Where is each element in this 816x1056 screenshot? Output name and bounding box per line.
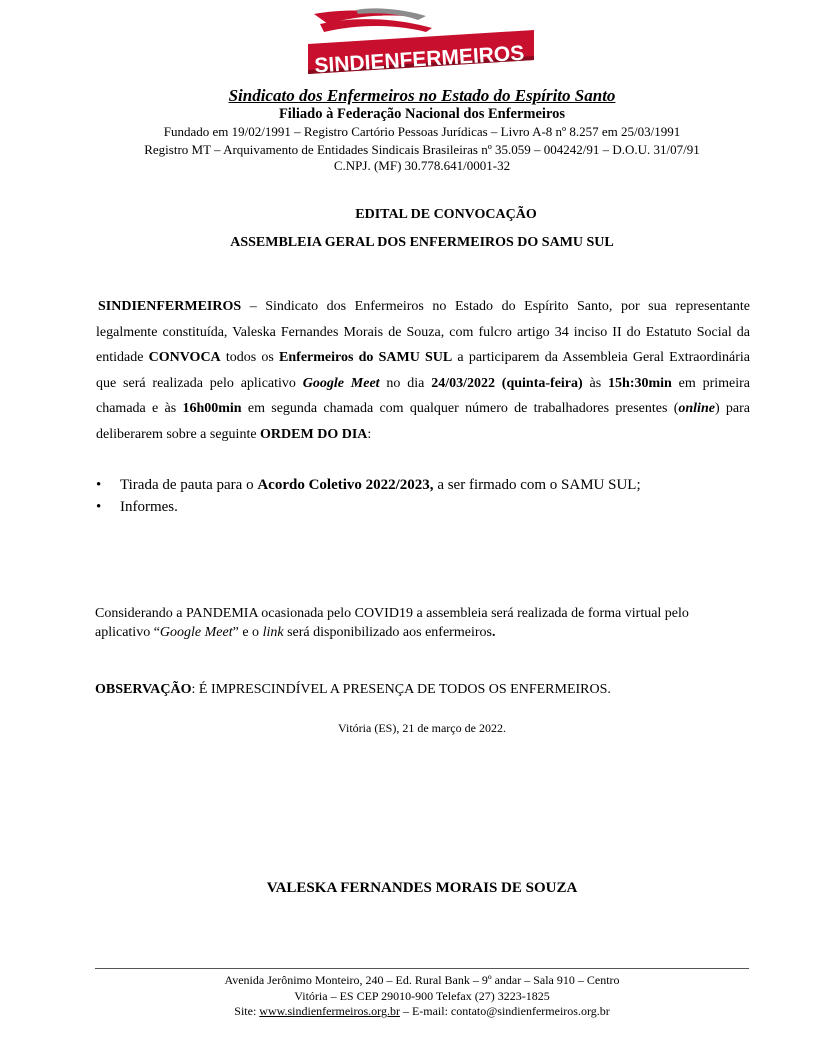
first-call-time: 15h:30min: [608, 375, 672, 391]
convocation-paragraph: SINDIENFERMEIROS – Sindicato dos Enfermeiros no Estado do Espírito Santo, por sua representante legalmente constituída, Valeska Fernandes Morais de Souza, com fulcro artigo 34 inciso II do Estatuto Social da entidade CONVOCA todos os Enfermeiros do SAMU SUL a participarem da Assembleia Geral Extraordinária que será realizada pelo aplicativo Google Meet no dia 24/03/2022 (quinta-feira) às 15h:30min em primeira chamada e às 16h00min em segunda chamada com qualquer número de trabalhadores presentes (online) para deliberarem sobre a seguinte ORDEM DO DIA:: [96, 299, 751, 442]
meeting-date: 24/03/2022 (quinta-feira): [431, 375, 583, 391]
signature-name: VALESKA FERNANDES MORAIS DE SOUZA: [266, 880, 578, 896]
footer-divider: [95, 968, 749, 969]
list-item: • Tirada de pauta para o Acordo Coletivo 2022/2023, a ser firmado com o SAMU SUL;: [96, 474, 756, 496]
registration-line-1: Fundado em 19/02/1991 – Registro Cartório Pessoas Jurídicas – Livro A-8 nº 8.257 em 25/03/1991: [163, 124, 681, 139]
footer-address: Avenida Jerônimo Monteiro, 240 – Ed. Rural Bank – 9º andar – Sala 910 – Centro: [224, 973, 620, 987]
organization-title: Sindicato dos Enfermeiros no Estado do Espírito Santo: [228, 86, 616, 105]
second-call-time: 16h00min: [182, 401, 242, 417]
observation-label: OBSERVAÇÃO: [95, 682, 192, 697]
footer-contact: Site: www.sindienfermeiros.org.br – E-mail: contato@sindienfermeiros.org.br: [234, 1004, 610, 1018]
site-link[interactable]: www.sindienfermeiros.org.br: [259, 1004, 400, 1018]
bullet-icon: •: [96, 499, 102, 515]
bullet-icon: •: [96, 477, 102, 493]
footer-city-phone: Vitória – ES CEP 29010-900 Telefax (27) 3223-1825: [294, 989, 550, 1003]
organization-subtitle: Filiado à Federação Nacional dos Enfermeiros: [278, 106, 566, 122]
sindienfermeiros-logo: [306, 8, 536, 78]
svg-text:SINDIENFERMEIROS: SINDIENFERMEIROS: [313, 41, 525, 78]
assembleia-title: ASSEMBLEIA GERAL DOS ENFERMEIROS DO SAMU SUL: [230, 235, 614, 250]
email-text: – E-mail: contato@sindienfermeiros.org.br: [399, 1004, 610, 1018]
edital-title: EDITAL DE CONVOCAÇÃO: [355, 207, 537, 222]
cnpj-line: C.NPJ. (MF) 30.778.641/0001-32: [333, 158, 511, 173]
pandemic-notice: Considerando a PANDEMIA ocasionada pelo COVID19 a assembleia será realizada de forma virtual pelo aplicativo “Google Meet” e o link será disponibilizado aos enfermeiros.: [95, 606, 689, 640]
registration-line-2: Registro MT – Arquivamento de Entidades Sindicais Brasileiras nº 35.059 – 004242/91 – D.O.U. 31/07/91: [144, 142, 700, 157]
agenda-list: [96, 474, 756, 518]
union-name: SINDIENFERMEIROS: [98, 299, 242, 314]
observation-note: OBSERVAÇÃO: É IMPRESCINDÍVEL A PRESENÇA DE TODOS OS ENFERMEIROS.: [95, 682, 611, 697]
date-line: Vitória (ES), 21 de março de 2022.: [338, 721, 506, 735]
list-item: • Informes.: [96, 496, 756, 518]
